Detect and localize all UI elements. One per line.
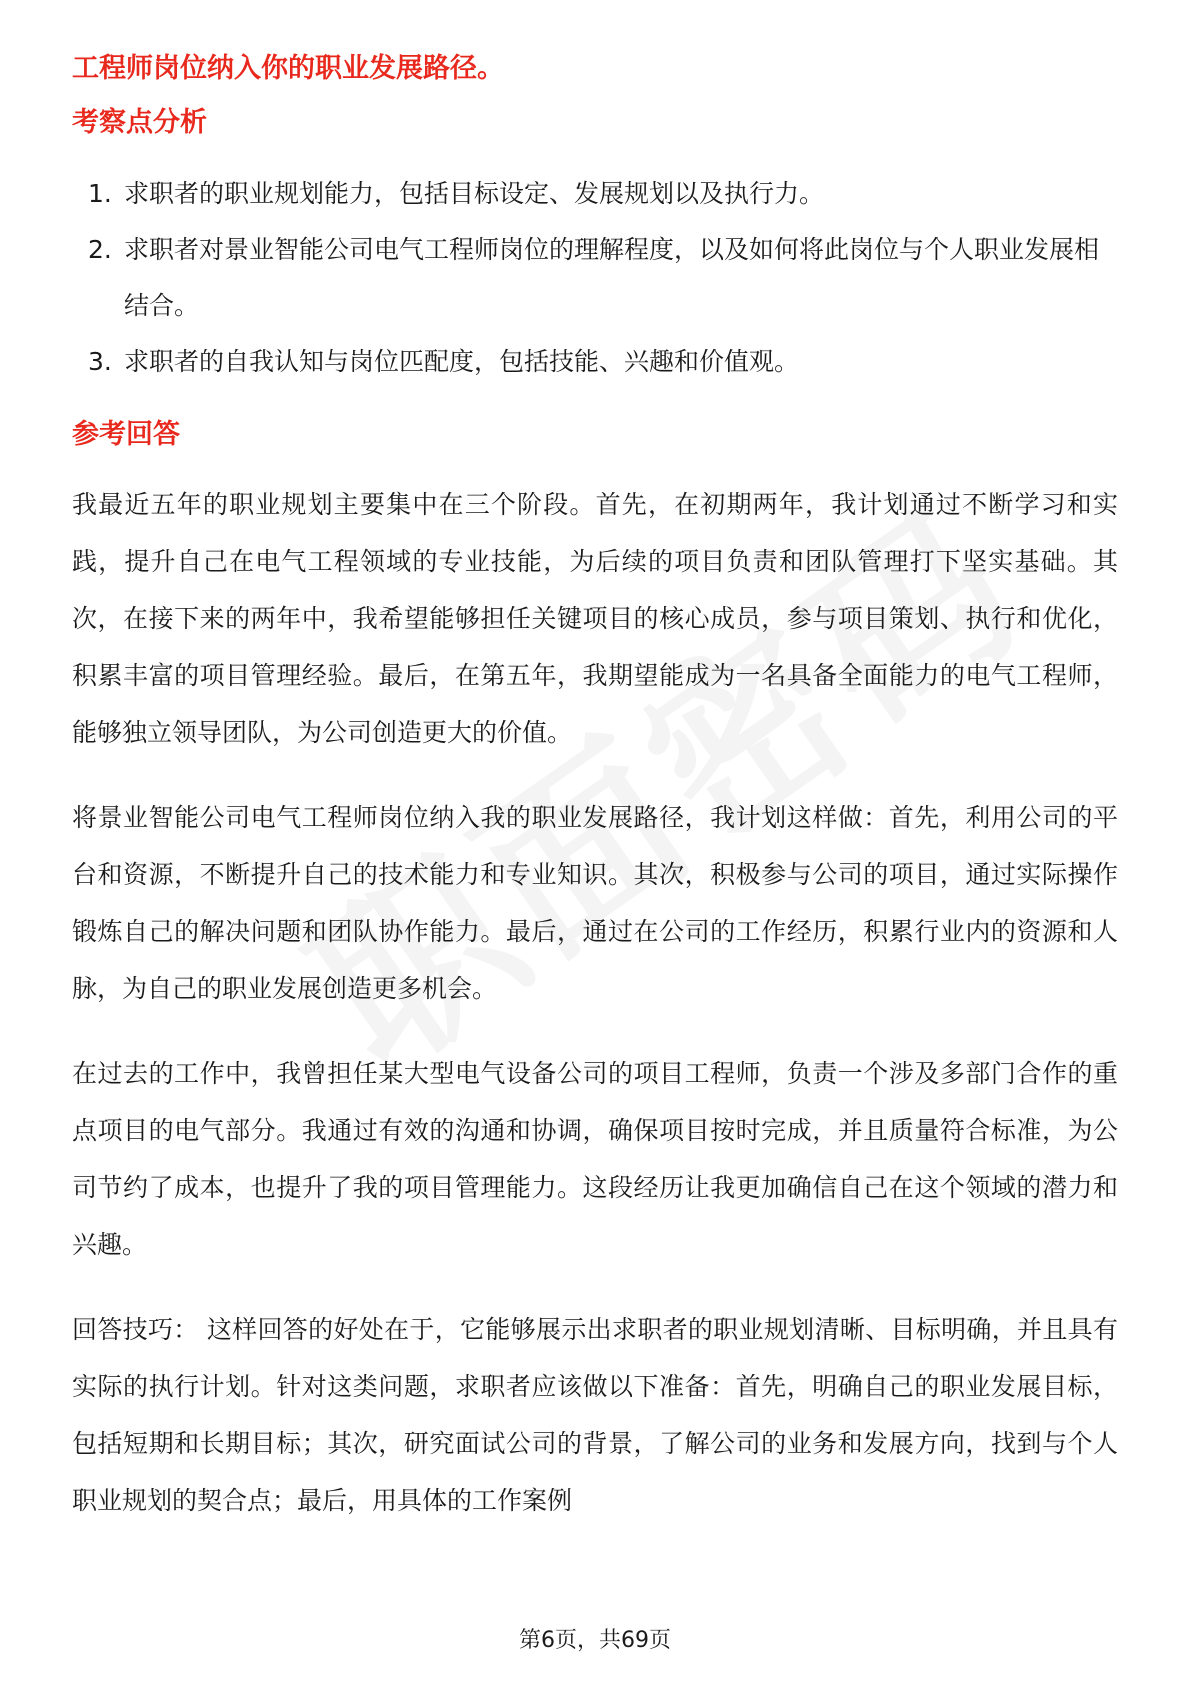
analysis-point-3 xyxy=(72,334,1118,390)
point-number: 2. xyxy=(88,235,112,264)
point-number: 1. xyxy=(88,179,112,208)
analysis-title: 考察点分析 xyxy=(72,107,207,138)
answer-paragraph-3: 在过去的工作中，我曾担任某大型电气设备公司的项目工程师，负责一个涉及多部门合作的重点项目的电气部分。我通过有效的沟通和协调，确保项目按时完成，并且质量符合标准，为公司节约了成本，也提升了我的项目管理能力。这段经历让我更加确信自己在这个领域的潜力和兴趣。 xyxy=(72,1059,1118,1259)
point-text: 求职者的自我认知与岗位匹配度，包括技能、兴趣和价值观。 xyxy=(124,347,800,376)
analysis-point-2 xyxy=(72,222,1118,334)
page-number-footer: 第6页，共69页 xyxy=(519,1628,671,1653)
answer-paragraph-1: 我最近五年的职业规划主要集中在三个阶段。首先，在初期两年，我计划通过不断学习和实践，提升自己在电气工程领域的专业技能，为后续的项目负责和团队管理打下坚实基础。其次，在接下来的两年中，我希望能够担任关键项目的核心成员，参与项目策划、执行和优化，积累丰富的项目管理经验。最后，在第五年，我期望能成为一名具备全面能力的电气工程师，能够独立领导团队，为公司创造更大的价值。 xyxy=(72,490,1118,747)
answer-title: 参考回答 xyxy=(72,419,180,450)
answer-tips-paragraph: 回答技巧： 这样回答的好处在于，它能够展示出求职者的职业规划清晰、目标明确，并且具有实际的执行计划。针对这类问题，求职者应该做以下准备：首先，明确自己的职业发展目标，包括短期和长期目标；其次，研究面试公司的背景，了解公司的业务和发展方向，找到与个人职业规划的契合点；最后，用具体的工作案例 xyxy=(72,1315,1118,1515)
analysis-points-list xyxy=(72,166,1118,390)
analysis-point-1 xyxy=(72,166,1118,222)
answer-paragraph-2: 将景业智能公司电气工程师岗位纳入我的职业发展路径，我计划这样做：首先，利用公司的平台和资源，不断提升自己的技术能力和专业知识。其次，积极参与公司的项目，通过实际操作锻炼自己的解决问题和团队协作能力。最后，通过在公司的工作经历，积累行业内的资源和人脉，为自己的职业发展创造更多机会。 xyxy=(72,803,1118,1003)
document-content xyxy=(72,48,1118,1557)
intro-line: 工程师岗位纳入你的职业发展路径。 xyxy=(72,53,504,84)
point-text: 求职者对景业智能公司电气工程师岗位的理解程度，以及如何将此岗位与个人职业发展相结合。 xyxy=(124,235,1100,320)
point-text: 求职者的职业规划能力，包括目标设定、发展规划以及执行力。 xyxy=(124,179,825,208)
point-number: 3. xyxy=(88,347,112,376)
